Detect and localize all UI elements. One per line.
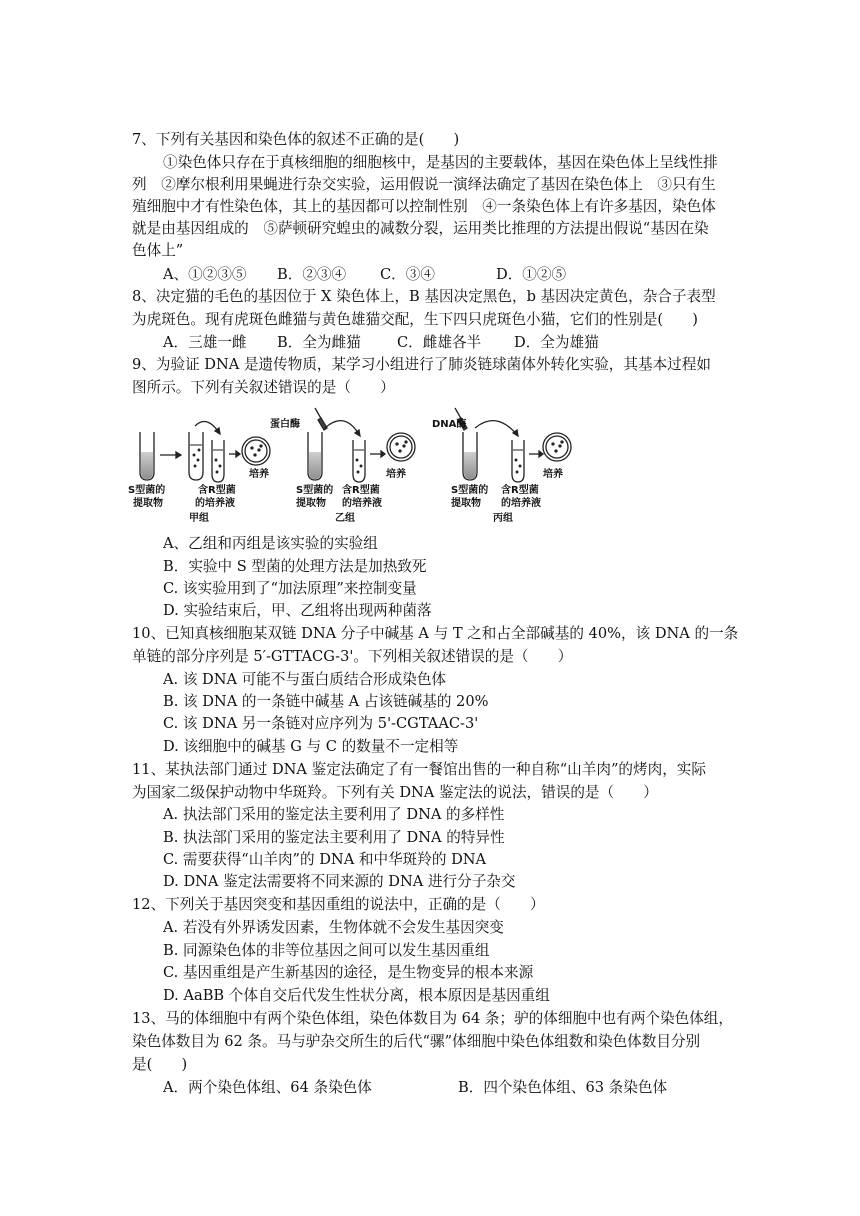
group-b-dropper-icon [315, 408, 327, 430]
q8-option-a: A．三雄一雌 [163, 334, 247, 351]
q11-option-a: A. 执法部门采用的鉴定法主要利用了 DNA 的多样性 [163, 806, 505, 823]
culture-label: 培养 [249, 469, 269, 480]
extract-label: S型菌的 [296, 485, 334, 496]
extract-label: S型菌的 [451, 485, 489, 496]
q7-option-a: A、①②③⑤ [163, 266, 247, 283]
q8-stem-line: 8、决定猫的毛色的基因位于 X 染色体上，B 基因决定黑色，b 基因决定黄色，杂合子表型 [132, 288, 716, 305]
q13-stem-line: 染色体数目为 62 条。马与驴杂交所生的后代“骡”体细胞中染色体组数和染色体数目分别 [132, 1033, 701, 1050]
q11-option-b: B. 执法部门采用的鉴定法主要利用了 DNA 的特异性 [163, 829, 505, 846]
q12-stem: 12、下列关于基因突变和基因重组的说法中，正确的是（ ） [132, 896, 545, 913]
group-label-c: 丙组 [493, 513, 513, 524]
q13-stem-line: 是( ) [132, 1056, 188, 1073]
group-a-medium-tube-icon [189, 432, 203, 480]
q10-option-c: C. 该 DNA 另一条链对应序列为 5'-CGTAAC-3' [163, 715, 479, 732]
enzyme-label-b: 蛋白酶 [270, 419, 300, 430]
q12-option-d: D. AaBB 个体自交后代发生性状分离，根本原因是基因重组 [163, 987, 550, 1004]
q13-option-b: B．四个染色体组、63 条染色体 [458, 1079, 668, 1096]
q8-option-b: B．全为雌猫 [277, 334, 361, 351]
q8-stem-line: 为虎斑色。现有虎斑色雌猫与黄色雄猫交配，生下四只虎斑色小猫，它们的性别是( ) [132, 311, 698, 328]
medium-label: 的培养液 [342, 498, 382, 509]
group-label-a: 甲组 [189, 513, 209, 524]
group-c-medium-tube-icon [512, 440, 524, 482]
medium-label: 含R型菌 [501, 485, 539, 496]
enzyme-label-c: DNA酶 [432, 419, 467, 430]
medium-label: 含R型菌 [342, 485, 380, 496]
culture-label: 培养 [543, 469, 563, 480]
q7-body-line: 殖细胞中才有性染色体，其上的基因都可以控制性别 ④一条染色体上有许多基因，染色体 [132, 198, 716, 215]
q13-option-a: A．两个染色体组、64 条染色体 [163, 1079, 372, 1096]
group-c-extract-tube-icon [463, 432, 477, 480]
group-b-petri-dish-icon [387, 433, 415, 461]
q12-option-b: B. 同源染色体的非等位基因之间可以发生基因重组 [163, 942, 490, 959]
q10-option-a: A. 该 DNA 可能不与蛋白质结合形成染色体 [163, 671, 447, 688]
q7-option-c: C．③④ [380, 266, 435, 283]
q7-body-line: ①染色体只存在于真核细胞的细胞核中，是基因的主要载体，基因在染色体上呈线性排 [163, 154, 718, 171]
q7-body-line: 列 ②摩尔根利用果蝇进行杂交实验，运用假说一演绎法确定了基因在染色体上 ③只有生 [132, 176, 716, 193]
group-a-petri-dish-icon [242, 437, 270, 465]
q7-body-line: 就是由基因组成的 ⑤萨顿研究蝗虫的减数分裂，运用类比推理的方法提出假说“基因在染 [132, 220, 709, 237]
q7-option-b: B．②③④ [277, 266, 347, 283]
q11-stem-line: 11、某执法部门通过 DNA 鉴定法确定了有一餐馆出售的一种自称“山羊肉”的烤肉，实际 [132, 761, 706, 778]
q8-option-d: D．全为雄猫 [514, 334, 599, 351]
medium-label: 含R型菌 [198, 485, 236, 496]
q9-option-d: D. 实验结束后，甲、乙组将出现两种菌落 [163, 602, 432, 619]
q13-stem-line: 13、马的体细胞中有两个染色体组，染色体数目为 64 条；驴的体细胞中也有两个染色体组， [132, 1010, 733, 1027]
q11-option-c: C. 需要获得“山羊肉”的 DNA 和中华斑羚的 DNA [163, 851, 487, 868]
q10-option-b: B. 该 DNA 的一条链中碱基 A 占该链碱基的 20% [163, 693, 489, 710]
extract-label: S型菌的 [128, 485, 166, 496]
q11-option-d: D. DNA 鉴定法需要将不同来源的 DNA 进行分子杂交 [163, 873, 516, 890]
q10-stem-line: 单链的部分序列是 5′-GTTACG-3'。下列相关叙述错误的是（ ） [132, 648, 573, 665]
q9-option-c: C. 该实验用到了“加法原理”来控制变量 [163, 580, 417, 597]
q10-stem-line: 10、已知真核细胞某双链 DNA 分子中碱基 A 与 T 之和占全部碱基的 40%，该 DNA 的一条 [132, 625, 739, 642]
extract-label: 提取物 [451, 498, 481, 509]
transfer-arrow-icon [475, 421, 518, 436]
q9-stem-line: 9、为验证 DNA 是遗传物质，某学习小组进行了肺炎链球菌体外转化实验，其基本过程如 [132, 356, 711, 373]
medium-label: 的培养液 [195, 498, 235, 509]
extract-label: 提取物 [296, 498, 326, 509]
transfer-arrow-icon [325, 421, 360, 436]
q8-option-c: C．雌雄各半 [397, 334, 482, 351]
group-a-extract-tube-icon [140, 432, 154, 480]
q7-option-d: D．①②⑤ [496, 266, 567, 283]
q9-stem-line: 图所示。下列有关叙述错误的是（ ） [132, 379, 395, 396]
medium-label: 的培养液 [501, 498, 541, 509]
q11-stem-line: 为国家二级保护动物中华斑羚。下列有关 DNA 鉴定法的说法，错误的是（ ） [132, 784, 658, 801]
q7-body-line: 色体上” [132, 242, 184, 259]
group-a-mixed-tube-icon [212, 440, 224, 482]
q12-option-c: C. 基因重组是产生新基因的途径，是生物变异的根本来源 [163, 964, 534, 981]
culture-label: 培养 [386, 469, 406, 480]
group-b-medium-tube-icon [353, 440, 365, 482]
group-b-extract-tube-icon [308, 432, 322, 480]
q12-option-a: A. 若没有外界诱发因素，生物体就不会发生基因突变 [163, 919, 504, 936]
q10-option-d: D. 该细胞中的碱基 G 与 C 的数量不一定相等 [163, 738, 459, 755]
extract-label: 提取物 [133, 498, 163, 509]
q7-stem: 7、下列有关基因和染色体的叙述不正确的是( ) [132, 131, 460, 148]
q9-option-a: A、乙组和丙组是该实验的实验组 [163, 535, 378, 552]
q9-option-b: B．实验中 S 型菌的处理方法是加热致死 [163, 558, 427, 575]
group-label-b: 乙组 [335, 513, 355, 524]
group-c-petri-dish-icon [543, 433, 571, 461]
experiment-figure [125, 400, 605, 528]
